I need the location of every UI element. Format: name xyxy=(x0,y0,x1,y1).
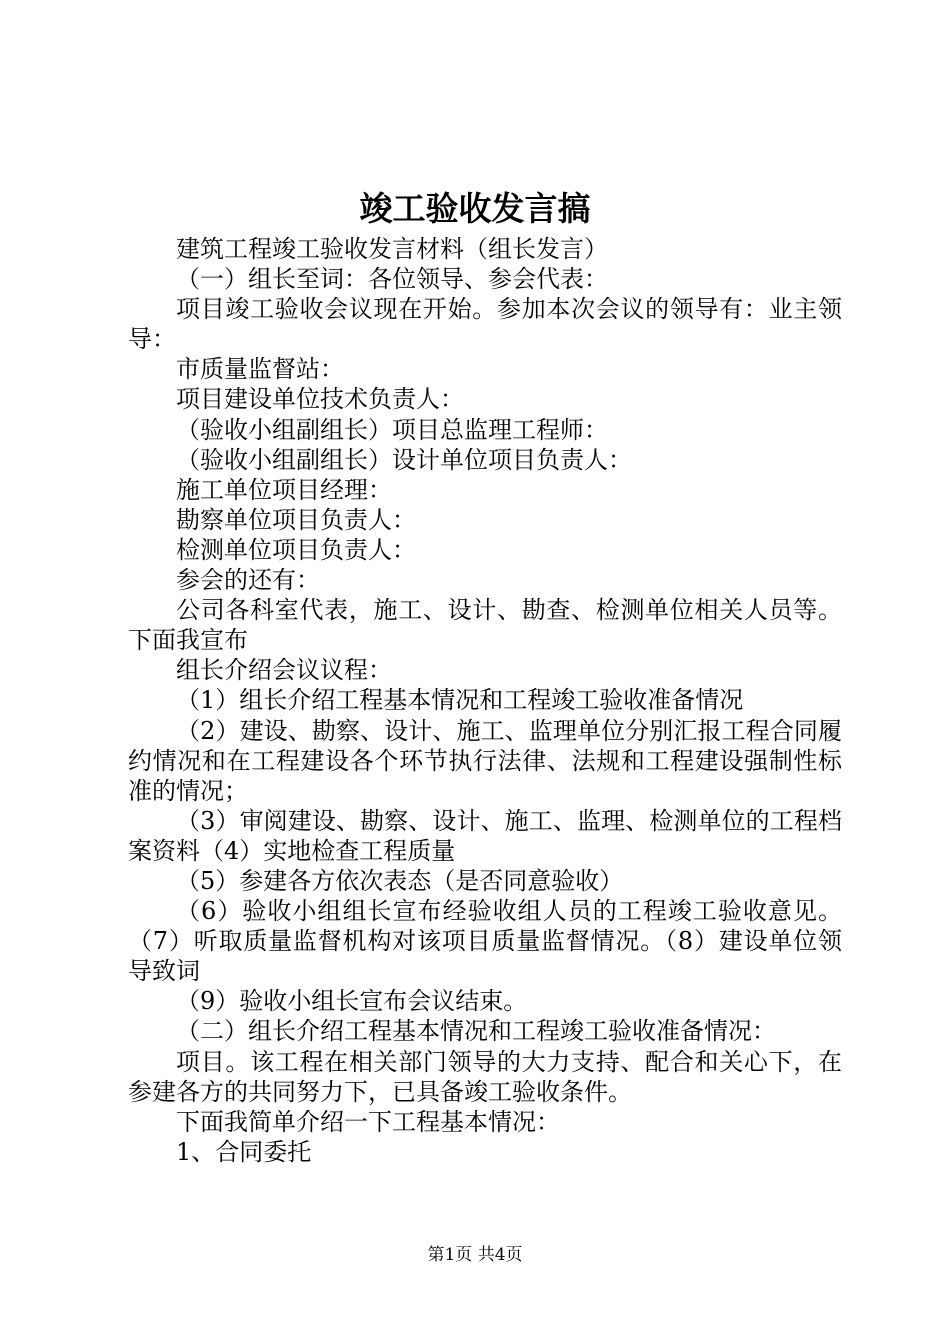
page-number-footer: 第1页 共4页 xyxy=(427,1245,523,1265)
paragraph: 检测单位项目负责人： xyxy=(176,535,416,564)
paragraph: （5）参建各方依次表态（是否同意验收） xyxy=(176,866,624,895)
paragraph: 1、合同委托 xyxy=(176,1137,312,1166)
paragraph: （验收小组副组长）项目总监理工程师： xyxy=(176,415,608,444)
paragraph: 项目建设单位技术负责人： xyxy=(176,385,464,414)
paragraph: 市质量监督站： xyxy=(176,355,344,384)
paragraph: （2）建设、勘察、设计、施工、监理单位分别汇报工程合同履约情况和在工程建设各个环节执行法律、法规和工程建设强制性标准的情况； xyxy=(128,716,842,805)
paragraph: 参会的还有： xyxy=(176,566,320,595)
paragraph: （1）组长介绍工程基本情况和工程竣工验收准备情况 xyxy=(176,686,744,715)
document-title: 竣工验收发言搞 xyxy=(359,189,591,228)
paragraph: 项目。该工程在相关部门领导的大力支持、配合和关心下，在参建各方的共同努力下，已具备竣工验收条件。 xyxy=(128,1047,842,1106)
paragraph: （3）审阅建设、勘察、设计、施工、监理、检测单位的工程档案资料（4）实地检查工程质量 xyxy=(128,806,842,865)
paragraph: 下面我简单介绍一下工程基本情况： xyxy=(176,1107,560,1136)
paragraph: 组长介绍会议议程： xyxy=(176,656,392,685)
paragraph: 公司各科室代表，施工、设计、勘查、检测单位相关人员等。下面我宣布 xyxy=(128,596,842,655)
paragraph: （二）组长介绍工程基本情况和工程竣工验收准备情况： xyxy=(176,1017,776,1046)
paragraph: （9）验收小组长宣布会议结束。 xyxy=(176,987,528,1016)
paragraph: 项目竣工验收会议现在开始。参加本次会议的领导有：业主领导： xyxy=(128,295,842,354)
paragraph: （验收小组副组长）设计单位项目负责人： xyxy=(176,445,632,474)
paragraph: （6）验收小组组长宣布经验收组人员的工程竣工验收意见。（7）听取质量监督机构对该项目质量监督情况。（8）建设单位领导致词 xyxy=(128,897,842,986)
paragraph: 建筑工程竣工验收发言材料（组长发言） xyxy=(176,235,608,263)
paragraph: （一）组长至词：各位领导、参会代表： xyxy=(176,265,608,294)
paragraph: 施工单位项目经理： xyxy=(176,475,392,504)
paragraph: 勘察单位项目负责人： xyxy=(176,505,416,534)
document-body xyxy=(128,234,842,1167)
